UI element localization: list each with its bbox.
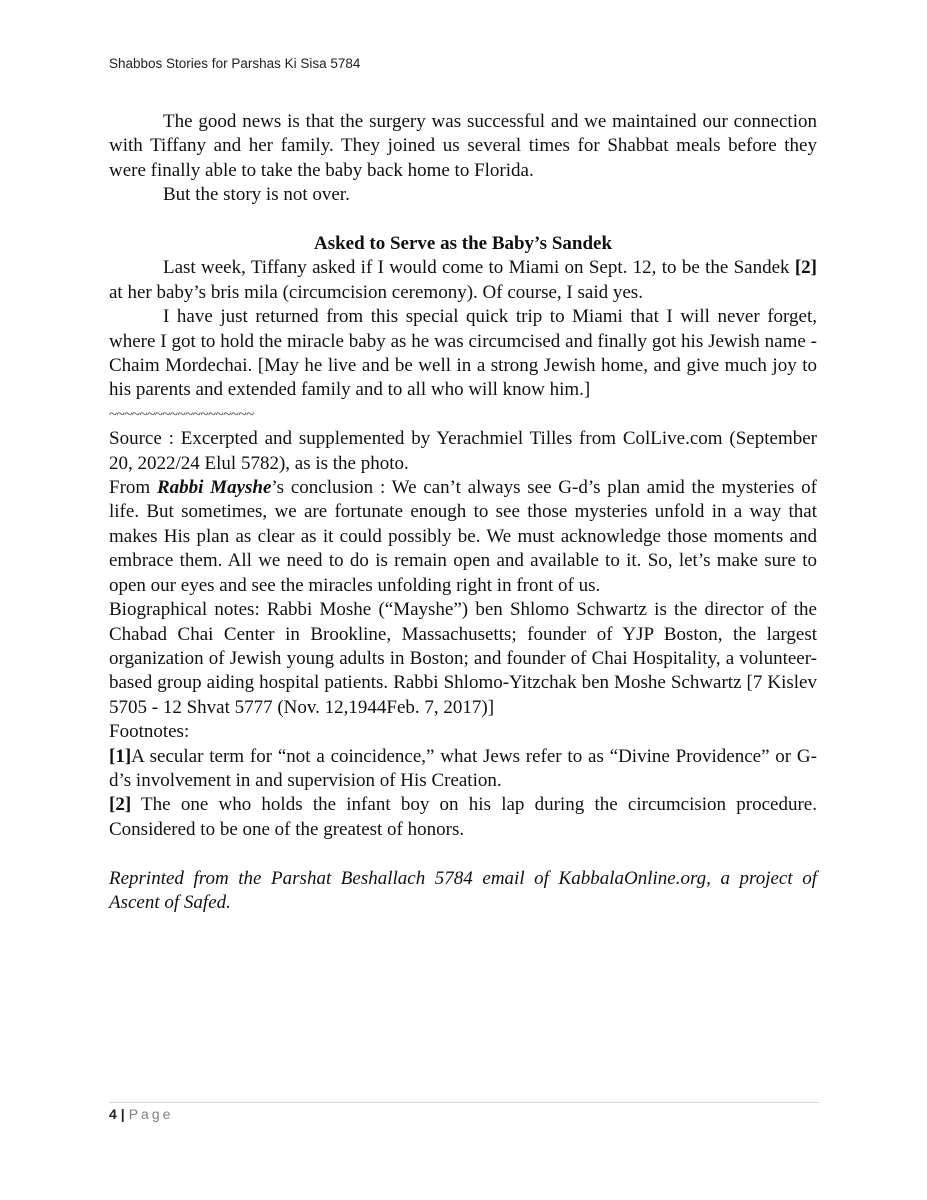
- footnote-2-ref: [2]: [109, 794, 132, 816]
- paragraph-not-over: But the story is not over.: [163, 184, 350, 206]
- reprint-note: Reprinted from the Parshat Beshallach 5784 email of KabbalaOnline.org, a project of Ascent of Safed.: [109, 867, 817, 913]
- footnote-2-text: The one who holds the infant boy on his lap during the circumcision procedure. Considered to be one of the greatest of honors.: [109, 794, 817, 840]
- page-label: Page: [128, 1106, 174, 1122]
- spacer: [109, 842, 817, 866]
- footer-divider: [109, 1102, 820, 1103]
- footnote-1-text: A secular term for “not a coincidence,” what Jews refer to as “Divine Providence” or G-d’s involvement in and supervision of His Creation.: [109, 745, 817, 791]
- text: at her baby’s bris mila (circumcision ceremony). Of course, I said yes.: [109, 281, 643, 303]
- text: From: [109, 477, 157, 499]
- rabbi-name: Rabbi Mayshe: [156, 477, 272, 499]
- page-footer: [109, 1106, 173, 1122]
- text: ’s conclusion : We can’t always see G-d’s plan amid the mysteries of life. But sometimes, we are fortunate enough to see those mysteries unfold in a way that makes His plan as clear as it could possibly be. We must acknowledge those moments and embrace them. All we need to do is remain open and available to it. So, let’s make sure to open our eyes and see the miracles unfolding right in front of us.: [109, 477, 817, 596]
- running-header: Shabbos Stories for Parshas Ki Sisa 5784: [109, 56, 361, 71]
- paragraph-sandek-request: [109, 256, 817, 305]
- footnote-2: [109, 793, 817, 842]
- text: Last week, Tiffany asked if I would come to Miami on Sept. 12, to be the Sandek: [163, 257, 795, 279]
- story-body: [109, 110, 817, 915]
- footnote-1-ref: [1]: [109, 745, 132, 767]
- paragraph-miami-trip: I have just returned from this special quick trip to Miami that I will never forget, where I got to hold the miracle baby as he was circumcised and finally got his Jewish name - Chaim Mordechai. [May he live and be well in a strong Jewish home, and give much joy to his parents and extended family and to all who will know him.]: [109, 306, 817, 401]
- source-note: Source : Excerpted and supplemented by Yerachmiel Tilles from ColLive.com (September 20, 2022/24 Elul 5782), as is the photo.: [109, 428, 817, 474]
- paragraph-surgery: The good news is that the surgery was successful and we maintained our connection with Tiffany and her family. They joined us several times for Shabbat meals before they were finally able to take the baby back home to Florida.: [109, 111, 817, 181]
- page-number: 4: [109, 1106, 117, 1122]
- section-heading: Asked to Serve as the Baby’s Sandek: [313, 233, 613, 255]
- footnotes-label: Footnotes:: [109, 721, 190, 743]
- footer-separator: |: [120, 1106, 125, 1122]
- conclusion-paragraph: [109, 476, 817, 598]
- tilde-divider: ~~~~~~~~~~~~~~~~~~~: [109, 406, 254, 423]
- footnote-ref-2: [2]: [794, 257, 817, 279]
- biographical-notes: Biographical notes: Rabbi Moshe (“Mayshe”) ben Shlomo Schwartz is the director of the Chabad Chai Center in Brookline, Massachusetts; founder of YJP Boston, the largest organization of Jewish young adults in Boston; and founder of Chai Hospitality, a volunteer-based group aiding hospital patients. Rabbi Shlomo-Yitzchak ben Moshe Schwartz [7 Kislev 5705 - 12 Shvat 5777 (Nov. 12,1944Feb. 7, 2017)]: [109, 599, 817, 718]
- spacer: [109, 208, 817, 232]
- footnote-1: [109, 745, 817, 794]
